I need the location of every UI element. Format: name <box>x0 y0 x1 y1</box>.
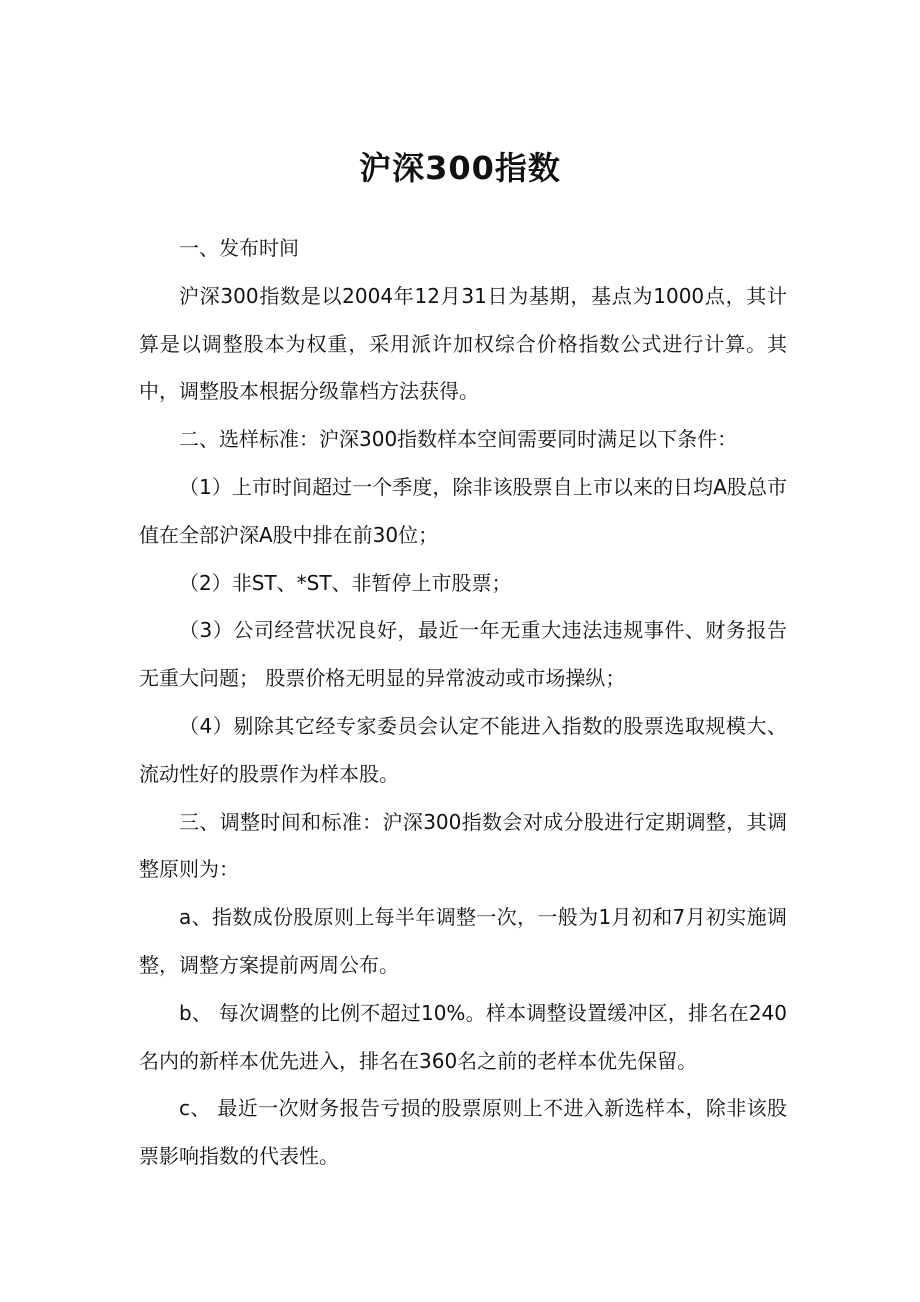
adjustment-item-a: a、指数成份股原则上每半年调整一次，一般为1月初和7月初实施调整，调整方案提前两周公布。 <box>139 905 787 977</box>
criteria-item-3: （3）公司经营状况良好，最近一年无重大违法违规事件、财务报告无重大问题； 股票价格无明显的异常波动或市场操纵； <box>139 618 787 691</box>
document-body <box>139 225 787 1181</box>
criteria-item-2: （2）非ST、*ST、非暂停上市股票； <box>179 570 512 595</box>
criteria-item-1: （1）上市时间超过一个季度，除非该股票自上市以来的日均A股总市值在全部沪深A股中排在前30位； <box>139 474 787 547</box>
document-title: 沪深300指数 <box>359 149 561 187</box>
criteria-item-4: （4）剔除其它经专家委员会认定不能进入指数的股票选取规模大、流动性好的股票作为样本股。 <box>139 713 787 786</box>
adjustment-item-b: b、 每次调整的比例不超过10%。样本调整设置缓冲区，排名在240名内的新样本优先进入，排名在360名之前的老样本优先保留。 <box>139 1000 787 1073</box>
paragraph-base-period: 沪深300指数是以2004年12月31日为基期，基点为1000点，其计算是以调整股本为权重，采用派许加权综合价格指数公式进行计算。其中，调整股本根据分级靠档方法获得。 <box>139 283 787 404</box>
section-heading-selection-criteria: 二、选样标准：沪深300指数样本空间需要同时满足以下条件： <box>179 427 738 452</box>
section-heading-adjustment: 三、调整时间和标准：沪深300指数会对成分股进行定期调整，其调整原则为： <box>139 809 787 882</box>
adjustment-item-c: c、 最近一次财务报告亏损的股票原则上不进入新选样本，除非该股票影响指数的代表性。 <box>139 1096 787 1169</box>
section-heading-release-time: 一、发布时间 <box>179 236 299 260</box>
